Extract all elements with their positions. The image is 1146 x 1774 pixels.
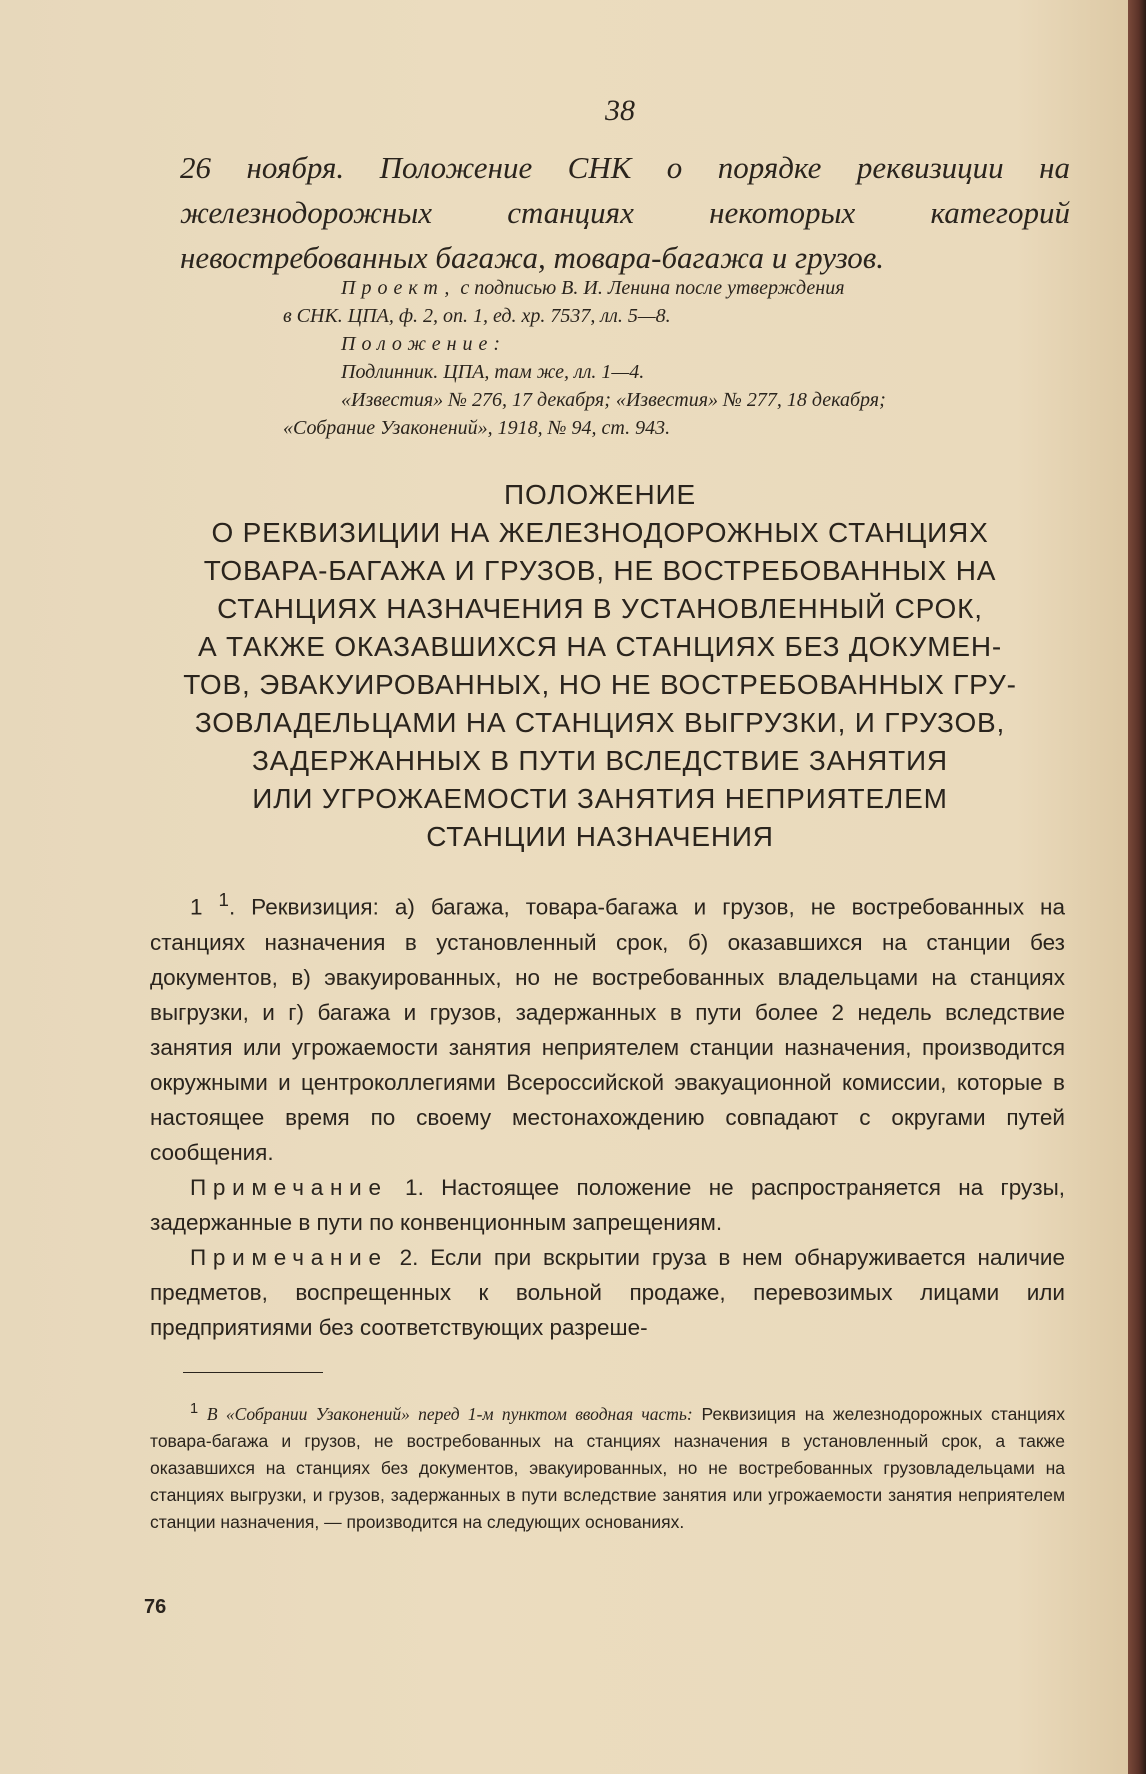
source-draft-line1: Проект, с подписью В. И. Ленина после утверждения (341, 277, 845, 299)
title-line: ПОЛОЖЕНИЕ (504, 479, 696, 510)
source-original: Подлинник. ЦПА, там же, лл. 1—4. (341, 361, 645, 383)
source-draft-line2: в СНК. ЦПА, ф. 2, оп. 1, ед. хр. 7537, лл. 5—8. (283, 305, 671, 327)
footnote-lead: В «Собрании Узаконений» перед 1-м пунктом вводная часть: (206, 1403, 693, 1424)
title-line: ИЛИ УГРОЖАЕМОСТИ ЗАНЯТИЯ НЕПРИЯТЕЛЕМ (252, 783, 948, 814)
source-izvestia: «Известия» № 276, 17 декабря; «Известия» № 277, 18 декабря; (341, 389, 886, 411)
source-references (283, 274, 1073, 442)
footnote-divider (183, 1372, 323, 1373)
footnote-ref: 1 (218, 889, 229, 910)
title-line: ЗАДЕРЖАННЫХ В ПУТИ ВСЛЕДСТВИЕ ЗАНЯТИЯ (252, 745, 948, 776)
note-label: Примечание (190, 1244, 388, 1270)
paragraph-text: . Реквизиция: а) багажа, товара-багажа и грузов, не востребованных на станциях назначения в установленный срок, б) оказавшихся на станции без документов, в) эвакуированных, но не востребованных владельцами на станциях выгрузки, и г) багажа и грузов, задержанных в пути более 2 недель вследствие занятия или угрожаемости занятия неприятелем станции назначения, производится окружными и центроколлегиями Всероссийской эвакуационной комиссии, которые в настоящее время по своему местонахождению совпадают с округами путей сообщения. (150, 894, 1065, 1165)
regulation-title (130, 476, 1070, 856)
footnote (150, 1396, 1065, 1536)
document-number: 38 (605, 94, 635, 127)
document-heading: 26 ноября. Положение СНК о порядке реквизиции на железнодорожных станциях некоторых категорий невостребованных багажа, товара-багажа и грузов. (180, 150, 1070, 275)
title-line: ТОВАРА-БАГАЖА И ГРУЗОВ, НЕ ВОСТРЕБОВАННЫХ НА (203, 555, 997, 586)
paragraph-1 (150, 882, 1065, 1170)
regulation-body (150, 882, 1065, 1345)
footnote-text: Реквизиция на железнодорожных станциях товара-багажа и грузов, не востребованных на станциях назначения в установленный срок, а также оказавшихся на станциях без документов, эвакуированных, но не востребованных грузовладельцами на станциях выгрузки, и грузов, задержанных в пути вследствие занятия или угрожаемости занятия неприятелем станции назначения, — производится на следующих основаниях. (150, 1403, 1065, 1532)
title-line: А ТАКЖЕ ОКАЗАВШИХСЯ НА СТАНЦИЯХ БЕЗ ДОКУМЕН- (198, 631, 1002, 662)
note-label: Примечание (190, 1174, 388, 1200)
regulation-label: Положение: (341, 333, 507, 355)
title-line: О РЕКВИЗИЦИИ НА ЖЕЛЕЗНОДОРОЖНЫХ СТАНЦИЯХ (211, 517, 989, 548)
source-collection: «Собрание Узаконений», 1918, № 94, ст. 943. (283, 417, 671, 439)
note-2 (150, 1240, 1065, 1345)
title-line: СТАНЦИЯХ НАЗНАЧЕНИЯ В УСТАНОВЛЕННЫЙ СРОК, (217, 593, 983, 624)
note-text: 2. Если при вскрытии груза в нем обнаруживается наличие предметов, воспрещенных к вольной продаже, перевозимых лицами или предприятиями без соответствующих разреше- (150, 1244, 1065, 1340)
page-number: 76 (144, 1596, 167, 1618)
paragraph-number: 1 (190, 894, 203, 920)
title-line: ТОВ, ЭВАКУИРОВАННЫХ, НО НЕ ВОСТРЕБОВАННЫХ ГРУ- (183, 669, 1017, 700)
footnote-mark: 1 (190, 1401, 199, 1417)
draft-label: Проект, (341, 277, 456, 299)
title-line: ЗОВЛАДЕЛЬЦАМИ НА СТАНЦИЯХ ВЫГРУЗКИ, И ГРУЗОВ, (194, 707, 1006, 738)
note-1 (150, 1170, 1065, 1240)
note-text: 1. Настоящее положение не распространяется на грузы, задержанные в пути по конвенционным запрещениям. (150, 1174, 1065, 1235)
book-edge (1128, 0, 1146, 1774)
title-line: СТАНЦИИ НАЗНАЧЕНИЯ (426, 821, 774, 852)
